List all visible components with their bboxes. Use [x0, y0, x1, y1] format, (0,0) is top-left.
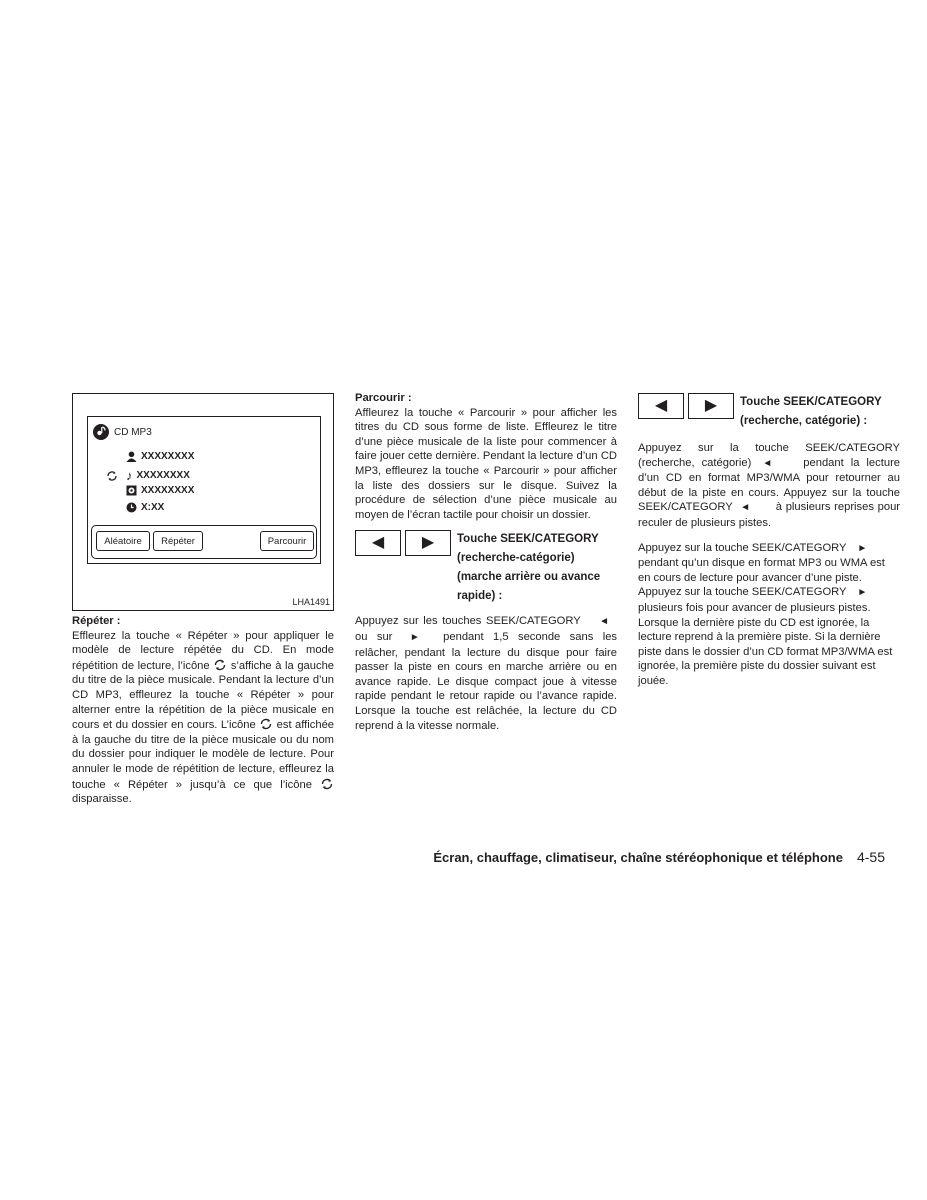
- time-text: X:XX: [141, 502, 165, 513]
- artist-text: XXXXXXXX: [141, 451, 195, 462]
- album-icon: [126, 485, 137, 496]
- screen-title: CD MP3: [114, 426, 152, 438]
- browse-button[interactable]: Parcourir: [260, 531, 314, 551]
- figure-code: LHA1491: [292, 597, 330, 607]
- left-arrow-icon: ◄: [740, 502, 751, 514]
- seek-category-block: [638, 393, 900, 431]
- footer-title: Écran, chauffage, climatiseur, chaîne stéréophonique et téléphone: [433, 850, 843, 865]
- sc-text-1c: à plusieurs reprises pour reculer de plusieurs pistes.: [638, 501, 901, 529]
- repeat-heading: Répéter :: [72, 615, 121, 627]
- sc-text-2a: Appuyez sur la touche SEEK/CATEGORY: [638, 541, 847, 554]
- random-button[interactable]: Aléatoire: [96, 531, 150, 551]
- repeat-icon: [213, 658, 227, 672]
- column-2: [355, 391, 617, 733]
- seek-category-heading: Touche SEEK/CATEGORY (recherche, catégorie) :: [740, 396, 882, 427]
- right-arrow-icon: ►: [857, 587, 868, 599]
- repeat-button[interactable]: Répéter: [153, 531, 203, 551]
- disc-icon: [92, 423, 110, 441]
- column-3: [638, 393, 900, 689]
- track-text: XXXXXXXX: [136, 470, 190, 481]
- right-arrow-icon: ►: [857, 542, 868, 554]
- sc-text-2b: pendant qu’un disque en format MP3 ou WMA est en cours de lecture pour avancer d’une piste. Appuyez sur la touche SEEK/CATEGORY: [638, 557, 885, 599]
- browse-heading: Parcourir :: [355, 392, 412, 404]
- seek-forward-button: ▶: [405, 530, 451, 556]
- button-bar: [91, 525, 317, 559]
- repeat-icon: [106, 470, 118, 482]
- seek-text-c: pendant 1,5 seconde sans les relâcher, pendant la lecture du disque pour faire passer la piste en cours en marche arrière ou en avance rapide. Le disque compact joue à vitesse rapide pendant le retour rapide ou l’avance rapide. Lorsque la touche est relâchée, la lecture du CD reprend à la vitesse normale.: [355, 630, 618, 732]
- screen-header: [92, 423, 152, 441]
- page-footer: [433, 849, 885, 865]
- repeat-text-4: disparaisse.: [72, 793, 132, 806]
- right-arrow-icon: ►: [409, 631, 420, 643]
- seek-category-paragraph-1: [638, 441, 900, 531]
- seek-buttons: [355, 530, 451, 606]
- browse-paragraph: Affleurez la touche « Parcourir » pour afficher les titres du CD sous forme de liste. Effleurez le titre d’une pièce musicale de la liste pour commencer à faire jouer cette dernière. Pendant la lecture d’un CD MP3, effleurez la touche « Parcourir » pour afficher la liste des dossiers sur le disque. Suivez la procédure de sélection d’une pièce musicale au moyen de l’écran tactile pour choisir un dossier.: [355, 406, 617, 521]
- seek-heading: Touche SEEK/CATEGORY (recherche-catégorie) (marche arrière ou avance rapide) :: [457, 533, 601, 603]
- album-text: XXXXXXXX: [141, 485, 195, 496]
- page-number: 4-55: [856, 849, 885, 865]
- seek-block: [355, 530, 617, 606]
- seek-forward-button: ▶: [688, 393, 734, 419]
- screen-mockup: [87, 416, 321, 564]
- seek-back-button: ◀: [638, 393, 684, 419]
- track-row: [106, 468, 190, 483]
- sc-text-1a: Appuyez sur la touche SEEK/CATEGORY (recherche, catégorie): [638, 442, 900, 469]
- seek-category-paragraph-2: [638, 541, 900, 689]
- repeat-icon: [259, 717, 273, 731]
- figure-cd-screen: [72, 393, 334, 611]
- music-note-icon: ♪: [126, 468, 133, 483]
- seek-text-a: Appuyez sur les touches SEEK/CATEGORY: [355, 615, 581, 628]
- album-row: [126, 485, 194, 496]
- repeat-text-1: Effleurez la touche « Répéter » pour appliquer le modèle de lecture répétée du CD. En mode répétition de lecture, l’icône: [72, 629, 334, 672]
- left-arrow-icon: ◄: [762, 457, 773, 469]
- left-arrow-icon: ◄: [599, 616, 610, 628]
- sc-text-1b: pendant la lecture d’un CD en format MP3/WMA pour retourner au début de la piste en cours. Appuyez sur la touche SEEK/CATEGORY: [638, 456, 901, 514]
- sc-text-2c: plusieurs fois pour avancer de plusieurs pistes. Lorsque la dernière piste du CD est ignorée, la lecture reprend à la première piste. Si la dernière piste dans le dossier d’un CD format MP3/WMA est ignorée, la première piste du dossier suivant est jouée.: [638, 601, 893, 687]
- seek-paragraph: [355, 614, 617, 733]
- seek-text-b: ou sur: [355, 630, 393, 643]
- seek-category-buttons: [638, 393, 734, 431]
- artist-row: [126, 451, 194, 462]
- clock-icon: [126, 502, 137, 513]
- repeat-text-3: est affichée à la gauche du titre de la pièce musicale ou du nom du dossier pour indiquer le modèle de lecture. Pour annuler le mode de répétition de lecture, effleurez la touche « Répéter » jusqu’à ce que l’icône: [72, 719, 335, 791]
- repeat-paragraph: [72, 629, 334, 807]
- seek-back-button: ◀: [355, 530, 401, 556]
- time-row: [126, 502, 164, 513]
- person-icon: [126, 451, 137, 462]
- column-1: [72, 614, 334, 807]
- repeat-icon: [320, 777, 334, 791]
- repeat-text-2: s’affiche à la gauche du titre de la pièce musicale. Pendant la lecture d’un CD MP3, effleurez la touche « Répéter » pour alterner entre la répétition de la pièce musicale en cours et du dossier en cours. L’icône: [72, 659, 335, 732]
